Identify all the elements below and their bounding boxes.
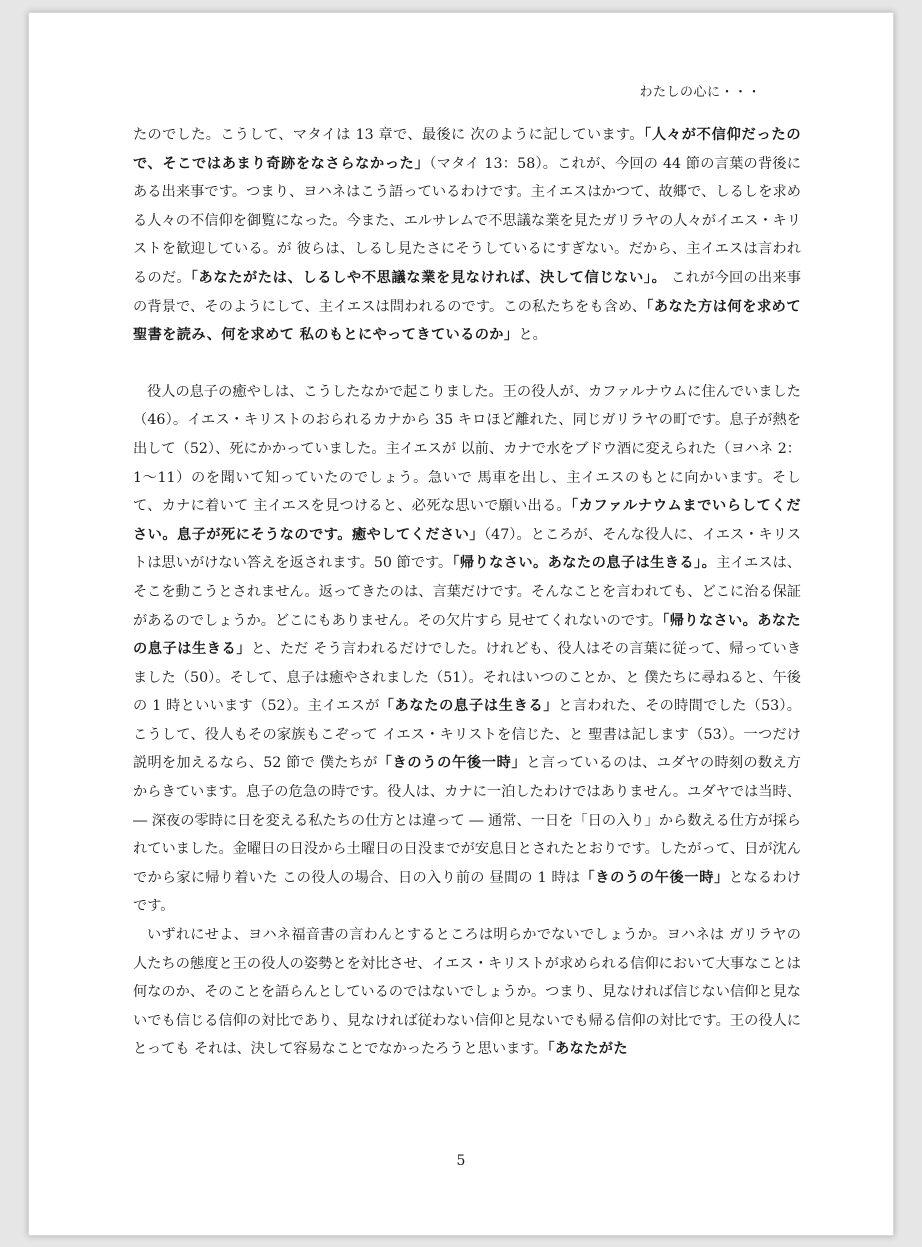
emphasized-quote: 「きのうの午後一時」 — [580, 869, 729, 886]
emphasized-quote: 「あなたがたは、しるしや不思議な業を見なければ、決して信じない」。 — [190, 269, 667, 286]
running-header: わたしの心に・・・ — [639, 85, 761, 100]
text-run: と。 — [518, 327, 547, 344]
paragraph-1 — [133, 121, 801, 350]
paragraph-2 — [133, 378, 801, 921]
emphasized-quote: 「人々が不信仰だったので、そこではあまり奇跡をなさらなかった」 — [133, 127, 801, 172]
emphasized-quote: 「あなたの息子は生きる」 — [379, 698, 559, 715]
text-run: （マタイ 13：58）。これが、今回の 44 節の言葉の背後にある出来事です。つまり、ヨハネはこう語っているわけです。主イエスはかつて、故郷で、しるしを求める人々の不信仰を御覧になった。今また、エルサレムで不思議な業を見たガリラヤの人々がイエス・キリストを歓迎している。が 彼らは、しるし見たさにそうしているにすぎない。だから、主イエスは言われるのだ。 — [133, 155, 801, 286]
emphasized-quote: 「あなた方は何を求めて 聖書を読み、何を求めて 私のもとにやってきているのか」 — [133, 298, 801, 344]
text-run: （47）。ところが、そんな役人に、イエス・キリストは思いがけない答えを返されます。50 節です。 — [133, 526, 801, 572]
text-run: これが今回の出来事の背景で、そのようにして、主イエスは問われるのです。この私たちをも含め、 — [133, 269, 801, 315]
body-text — [133, 121, 801, 1064]
text-run: と言っているのは、ユダヤの時刻の数え方からきています。息子の危急の時です。役人は、カナに一泊したわけではありません。ユダヤでは当時、― 深夜の零時に日を変える私たちの仕方とは違って ― 通常、一日を「日の入り」から数える仕方が採られていました。金曜日の日没から土曜日の日没までが安息日とされたとおりです。したがって、日が沈んでから家に帰り着いた この役人の場合、日の入り前の 昼間の 1 時は — [133, 755, 801, 886]
text-run: と、ただ そう言われるだけでした。けれども、役人はその言葉に従って、帰っていきました（50）。そして、息子は癒やされました（51）。それはいつのことか、と 僕たちに尋ねると、午後の 1 時といいます（52）。主イエスが — [133, 641, 802, 715]
text-run: と言われた、その時間でした（53）。こうして、役人もその家族もこぞって イエス・キリストを信じた、と 聖書は記します（53）。一つだけ説明を加えるなら、52 節で 僕たちが — [133, 698, 801, 772]
text-run: となるわけです。 — [133, 869, 801, 915]
text-run: 主イエスは、そこを動こうとされません。返ってきたのは、言葉だけです。そんなことを言われても、どこに治る保証があるのでしょうか。どこにもありません。その欠片すら 見せてくれないのです。 — [133, 555, 802, 629]
emphasized-quote: 「帰りなさい。あなたの息子は生きる」。 — [452, 555, 717, 572]
page-number: 5 — [456, 1153, 466, 1169]
emphasized-quote: 「帰りなさい。あなたの息子は生きる」 — [133, 612, 802, 658]
text-run: 役人の息子の癒やしは、こうしたなかで起こりました。王の役人が、カファルナウムに住んでいました（46）。イエス・キリストのおられるカナから 35 キロほど離れた、同じガリラヤの町です。息子が熱を出して（52）、死にかかっていました。主イエスが 以前、カナで水をブドウ酒に変えられた（ヨハネ 2：1〜11）のを聞いて知っていたのでしょう。急いで 馬車を出し、主イエスのもとに向かいます。そして、カナに着いて 主イエスを見つけると、必死な思いで願い出る。 — [133, 383, 801, 515]
emphasized-quote: 「あなたがた — [547, 1041, 628, 1058]
document-page — [28, 12, 894, 1236]
emphasized-quote: 「きのうの午後一時」 — [377, 755, 527, 772]
text-run: たのでした。こうして、マタイは 13 章で、最後に 次のように記しています。 — [133, 127, 644, 143]
text-run: いずれにせよ、ヨハネ福音書の言わんとするところは明らかでないでしょうか。ヨハネは ガリラヤの人たちの態度と王の役人の姿勢とを対比させ、イエス・キリストが求められる信仰において大事なことは何なのか、そのことを語らんとしているのではないでしょうか。つまり、見なければ信じない信仰と見ないでも信じる信仰の対比であり、見なければ従わない信仰と見ないでも帰る信仰の対比です。王の役人にとっても それは、決して容易なことでなかったろうと思います。 — [133, 927, 801, 1058]
paragraph-3 — [133, 921, 801, 1064]
emphasized-quote: 「カファルナウムまでいらしてください。息子が死にそうなのです。癒やしてください」 — [133, 498, 801, 543]
